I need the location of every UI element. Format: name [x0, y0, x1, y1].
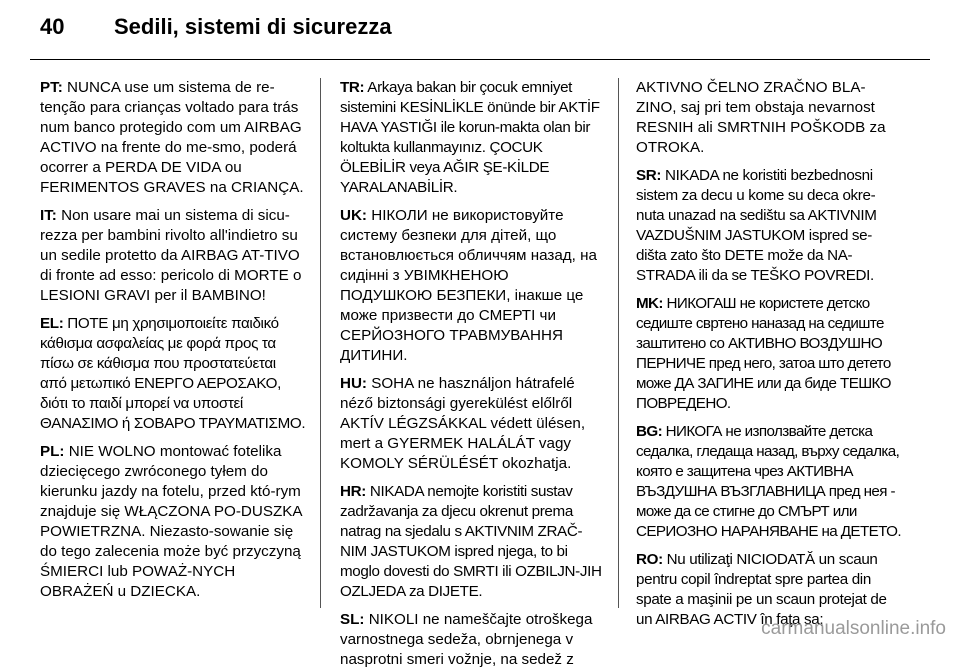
entry-it: IT: Non usare mai un sistema di sicu-rezza per bambini rivolto all'indietro su un sedile protetto da AIRBAG AT-TIVO di fronte ad esso: pericolo di MORTE o LESIONI GRAVI per il BAMBINO!: [40, 207, 302, 304]
entry-sl-continued: AKTIVNO ČELNO ZRAČNO BLA-ZINO, saj pri tem obstaja nevarnost RESNIH ali SMRTNIH POŠKODB za OTROKA.: [636, 79, 886, 156]
entry-mk: MK: НИКОГАШ не користете детско седиште свртено наназад на седиште заштитено со АКТИВНО ВОЗДУШНО ПЕРНИЧЕ пред него, затоа што детето може ДА ЗАГИНЕ или да биде ТЕШКО ПОВРЕДЕНО.: [636, 295, 891, 412]
entry-ro: RO: Nu utilizaţi NICIODATĂ un scaun pentru copil îndreptat spre partea din spate a maşinii pe un scaun protejat de un AIRBAG ACTIV în faţa sa;: [636, 551, 887, 628]
entry-pt: PT: NUNCA use um sistema de re-tenção para crianças voltado para trás num banco protegido com um AIRBAG ACTIVO na frente do me-smo, poderá ocorrer a PERDA DE VIDA ou FERIMENTOS GRAVES na CRIANÇA.: [40, 79, 304, 196]
entry-hr: HR: NIKADA nemojte koristiti sustav zadržavanja za djecu okrenut prema natrag na sjedalu s AKTIVNIM ZRAČ-NIM JASTUKOM ispred njega, to bi moglo dovesti do SMRTI ili OZBILJN-JIH OZLJEDA za DIJETE.: [340, 483, 602, 600]
column-2: [340, 78, 602, 668]
entry-uk: UK: НІКОЛИ не використовуйте систему безпеки для дітей, що встановлюється обличчям назад, на сидінні з УВІМКНЕНОЮ ПОДУШКОЮ БЕЗПЕКИ, інакше це може призвести до СМЕРТІ чи СЕРЙОЗНОГО ТРАВМУВАННЯ ДИТИНИ.: [340, 207, 597, 364]
entry-sl: SL: NIKOLI ne nameščajte otroškega varnostnega sedeža, obrnjenega v nasprotni smeri vožnje, na sedež z: [340, 611, 593, 668]
entry-hu: HU: SOHA ne használjon hátrafelé néző biztonsági gyerekülést előlről AKTÍV LÉGZSÁKKAL védett ülésen, mert a GYERMEK HALÁLÁT vagy KOMOLY SÉRÜLÉSÉT okozhatja.: [340, 375, 586, 472]
entry-bg: BG: НИКОГА не използвайте детска седалка, гледаща назад, върху седалка, която е защитена чрез АКТИВНА ВЪЗДУШНА ВЪЗГЛАВНИЦА пред нея - може да се стигне до СМЪРТ или СЕРИОЗНО НАРАНЯВАНЕ на ДЕТЕТО.: [636, 423, 901, 540]
column-1: [40, 78, 306, 618]
page-number: 40: [40, 14, 65, 39]
column-3: [636, 78, 902, 628]
entry-sr: SR: NIKADA ne koristiti bezbednosni sistem za decu u kome su deca okre-nuta unazad na sedištu sa AKTIVNIM VAZDUŠNIM JASTUKOM ispred se-dišta zato što DETE može da NA-STRADA ili da se TEŠKO POVREDI.: [636, 167, 877, 284]
entry-tr: TR: Arkaya bakan bir çocuk emniyet sistemini KESİNLİKLE önünde bir AKTİF HAVA YASTIĞI ile korun-makta olan bir koltukta kullanmayınız. ÇOCUK ÖLEBİLİR veya AĞIR ŞE-KİLDE YARALANABİLİR.: [340, 79, 600, 196]
entry-el: EL: ΠΟΤΕ μη χρησιμοποιείτε παιδικό κάθισμα ασφαλείας με φορά προς τα πίσω σε κάθισμα που προστατεύεται από μετωπικό ΕΝΕΡΓΟ ΑΕΡΟΣΑΚΟ, διότι το παιδί μπορεί να υποστεί ΘΑΝΑΣΙΜΟ ή ΣΟΒΑΡΟ ΤΡΑΥΜΑΤΙΣΜΟ.: [40, 315, 306, 432]
page-title: Sedili, sistemi di sicurezza: [114, 14, 392, 39]
header-rule: [30, 59, 930, 60]
watermark: carmanualsonline.info: [761, 618, 946, 639]
entry-pl: PL: NIE WOLNO montować fotelika dziecięcego zwróconego tyłem do kierunku jazdy na fotelu, przed któ-rym znajduje się WŁĄCZONA PO-DUSZKA POWIETRZNA. Niezasto-sowanie się do tego zalecenia może być przyczyną ŚMIERCI lub POWAŻ-NYCH OBRAŻEŃ u DZIECKA.: [40, 443, 302, 600]
page-header: [40, 14, 392, 54]
